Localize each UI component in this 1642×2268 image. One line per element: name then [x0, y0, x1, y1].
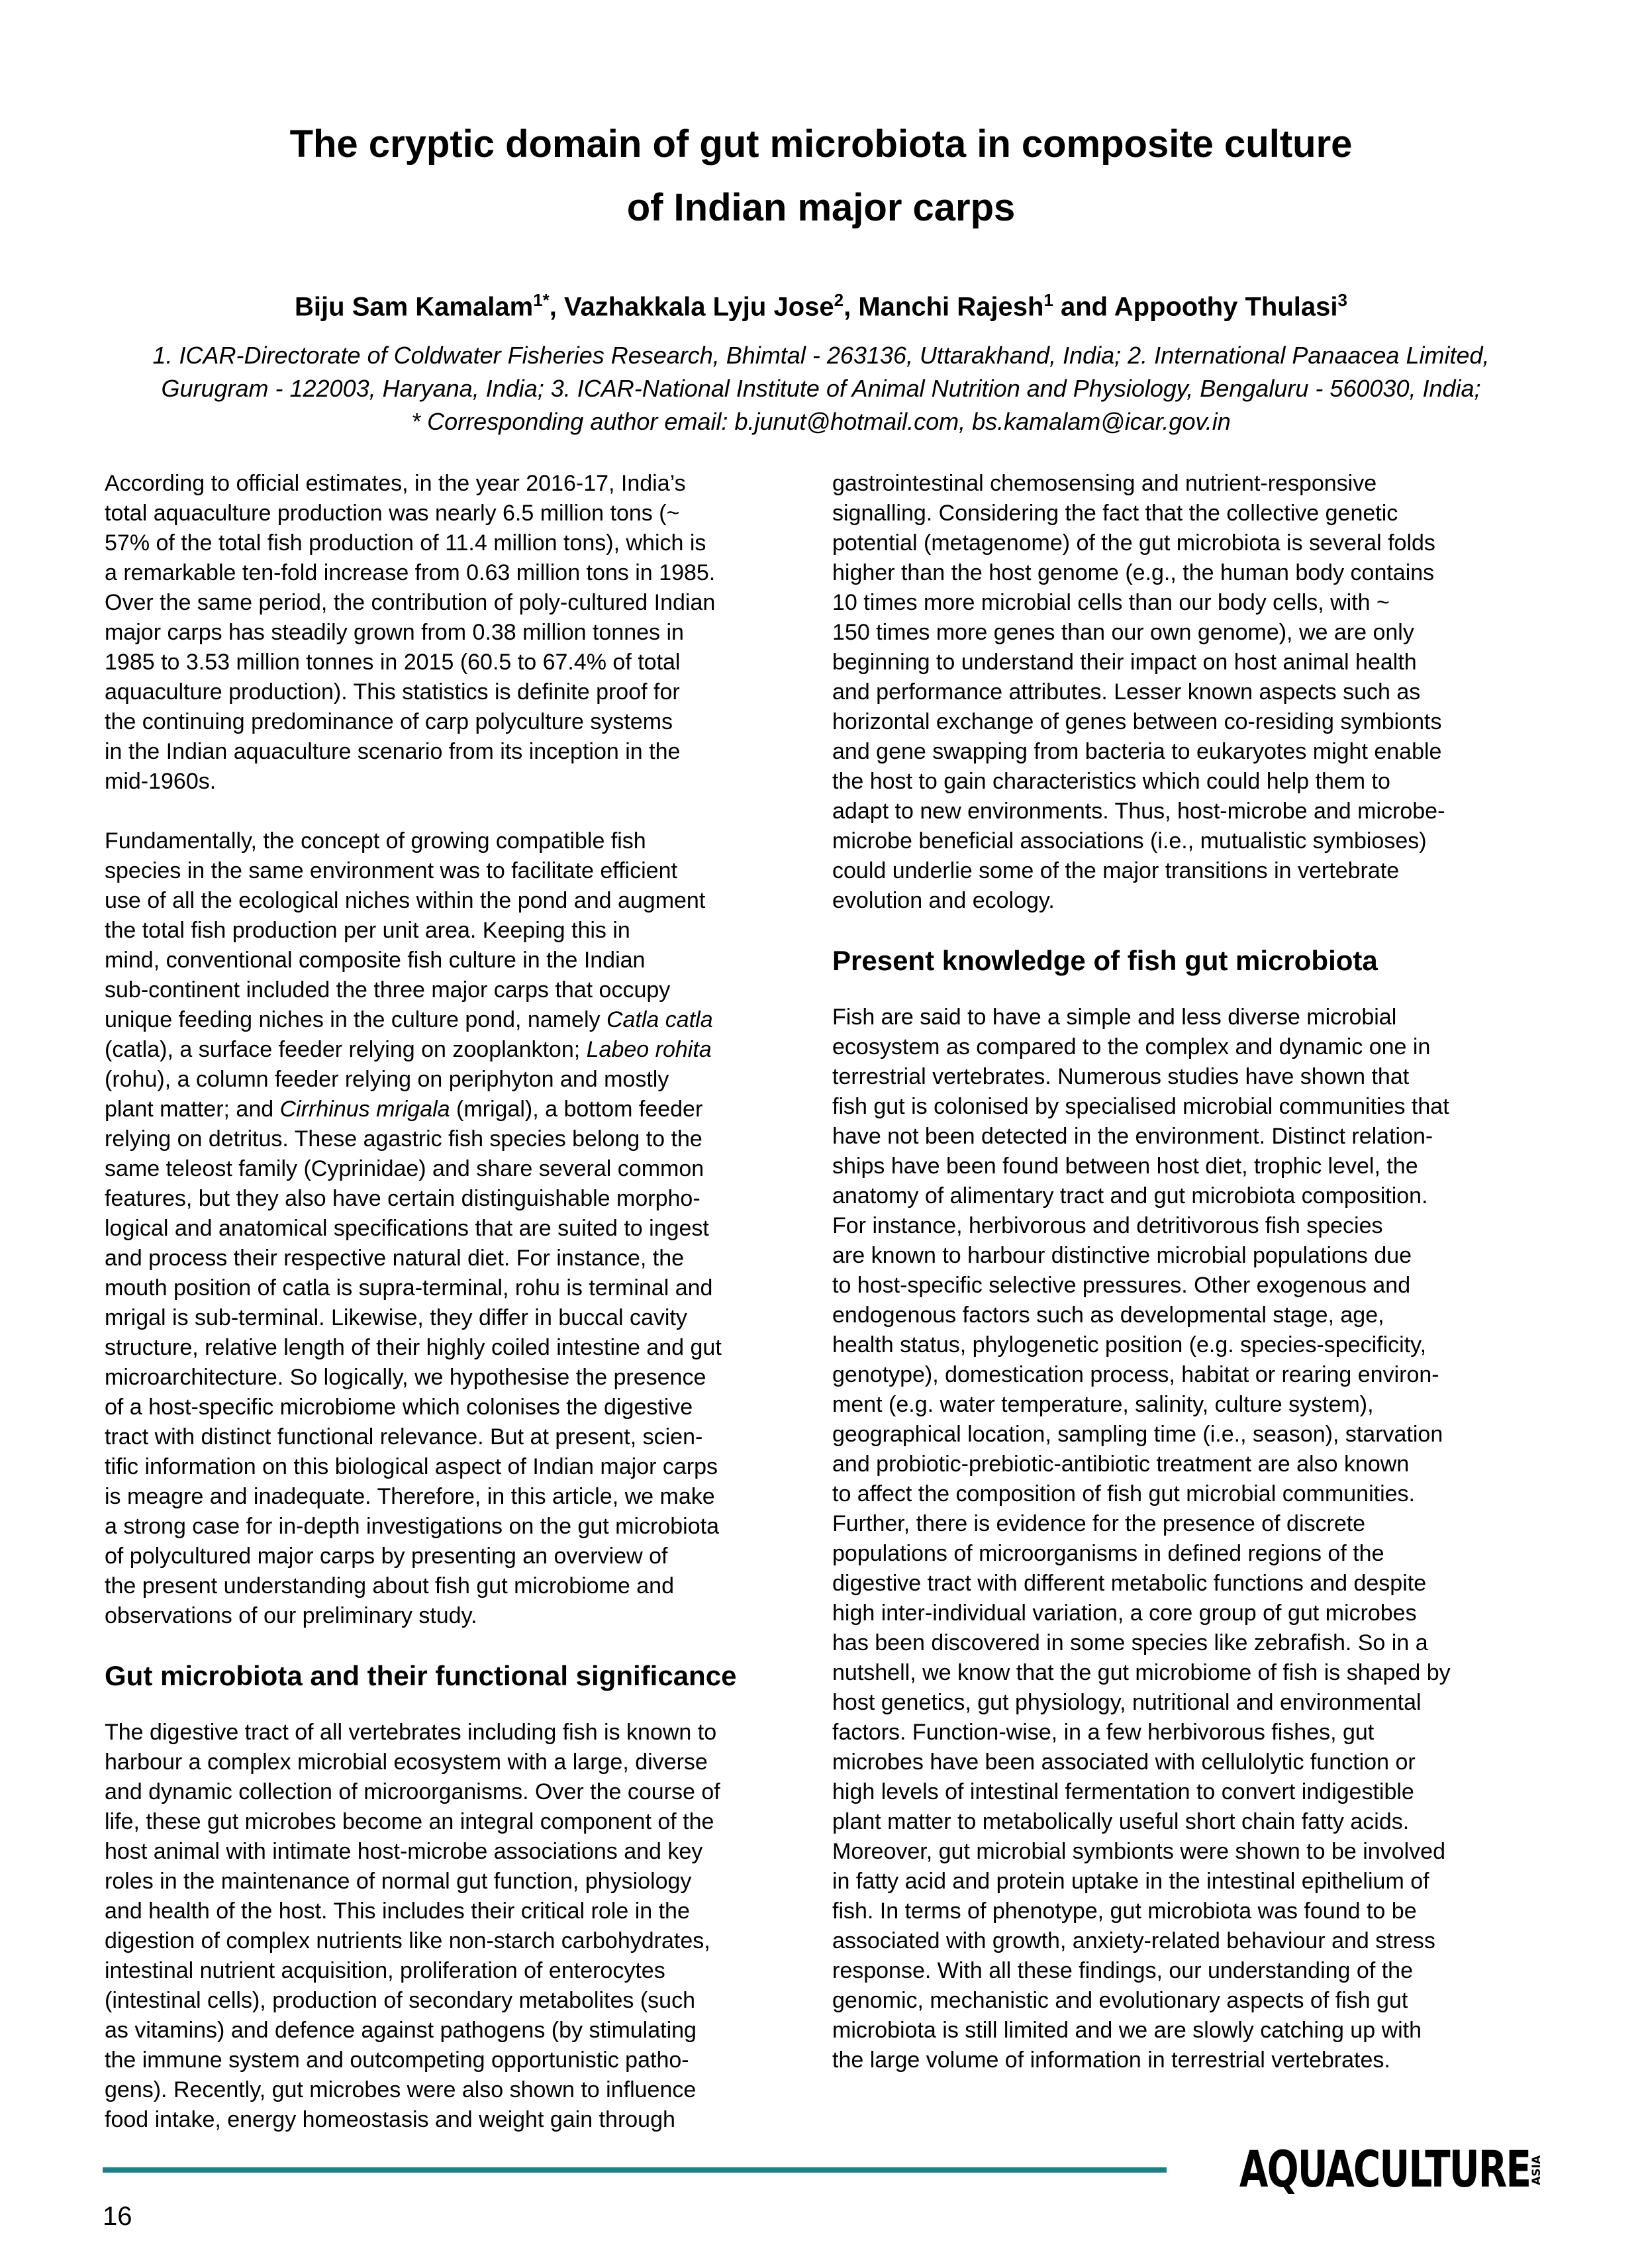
- affiliations-block: 1. ICAR-Directorate of Coldwater Fisheries Research, Bhimtal - 263136, Uttarakhand, India; 2. International Panaacea Limited, Gurugram - 122003, Haryana, India; 3. ICAR-National Institute of Animal Nutrition and Physiology, Bengaluru - 560030, India; * Corresponding author email: b.junut@hotmail.com, bs.kamalam@icar.gov.in: [152, 342, 1490, 436]
- page-footer: [103, 2141, 1543, 2232]
- journal-logo-asia-label: ASIA: [1530, 2155, 1543, 2185]
- left-column: [105, 469, 810, 2165]
- body-columns: [105, 469, 1537, 2165]
- page-number: 16: [103, 2202, 132, 2231]
- journal-logo-text: AQUACULTURE: [1239, 2141, 1530, 2199]
- page-title: The cryptic domain of gut microbiota in composite culture of Indian major carps: [289, 123, 1353, 229]
- body-paragraph: Fundamentally, the concept of growing compatible fish species in the same environment was to facilitate efficient use of all the ecological niches within the pond and augment the total fish production per unit area. Keeping this in mind, conventional composite fish culture in the Indian sub-continent included the three major carps that occupy unique feeding niches in the culture pond, namely Catla catla (catla), a surface feeder relying on zooplankton; Labeo rohita (rohu), a column feeder relying on periphyton and mostly plant matter; and Cirrhinus mrigala (mrigal), a bottom feeder relying on detritus. These agastric fish species belong to the same teleost family (Cyprinidae) and share several common features, but they also have certain distinguishable morpho- logical and anatomical specifications that are suited to ingest and process their respective natural diet. For instance, the mouth position of catla is supra-terminal, rohu is terminal and mrigal is sub-terminal. Likewise, they differ in buccal cavity structure, relative length of their highly coiled intestine and gut microarchitecture. So logically, we hypothesise the presence of a host-specific microbiome which colonises the digestive tract with distinct functional relevance. But at present, scien- tific information on this biological aspect of Indian major carps is meagre and inadequate. Therefore, in this article, we make a strong case for in-depth investigations on the gut microbiota of polycultured major carps by presenting an overview of the present understanding about fish gut microbiome and observations of our preliminary study.: [105, 828, 722, 1629]
- journal-logo: [1200, 2141, 1543, 2199]
- body-paragraph: According to official estimates, in the year 2016-17, India’s total aquaculture production was nearly 6.5 million tons (~ 57% of the total fish production of 11.4 million tons), which is a remarkable ten-fold increase from 0.63 million tons in 1985. Over the same period, the contribution of poly-cultured Indian major carps has steadily grown from 0.38 million tonnes in 1985 to 3.53 million tonnes in 2015 (60.5 to 67.4% of total aquaculture production). This statistics is definite proof for the continuing predominance of carp polyculture systems in the Indian aquaculture scenario from its inception in the mid-1960s.: [105, 471, 716, 795]
- authors-line: Biju Sam Kamalam$^{1*}$, Vazhakkala Lyju Jose$^2$, Manchi Rajesh$^1$ and Appoothy Thulasi$^3$: [295, 290, 1347, 322]
- footer-rule: [103, 2167, 1167, 2173]
- body-paragraph: gastrointestinal chemosensing and nutrient-responsive signalling. Considering the fact that the collective genetic potential (metagenome) of the gut microbiota is several folds higher than the host genome (e.g., the human body contains 10 times more microbial cells than our body cells, with ~ 150 times more genes than our own genome), we are only beginning to understand their impact on host animal health and performance attributes. Lesser known aspects such as horizontal exchange of genes between co-residing symbionts and gene swapping from bacteria to eukaryotes might enable the host to gain characteristics which could help them to adapt to new environments. Thus, host-microbe and microbe- microbe beneficial associations (i.e., mutualistic symbioses) could underlie some of the major transitions in vertebrate evolution and ecology.: [832, 471, 1445, 914]
- section-heading: Present knowledge of fish gut microbiota: [832, 945, 1378, 977]
- body-paragraph: Fish are said to have a simple and less diverse microbial ecosystem as compared to the complex and dynamic one in terrestrial vertebrates. Numerous studies have shown that fish gut is colonised by specialised microbial communities that have not been detected in the environment. Distinct relation- ships have been found between host diet, trophic level, the anatomy of alimentary tract and gut microbiota composition. For instance, herbivorous and detritivorous fish species are known to harbour distinctive microbial populations due to host-specific selective pressures. Other exogenous and endogenous factors such as developmental stage, age, health status, phylogenetic position (e.g. species-specificity, genotype), domestication process, habitat or rearing environ- ment (e.g. water temperature, salinity, culture system), geographical location, sampling time (i.e., season), starvation and probiotic-prebiotic-antibiotic treatment are also known to affect the composition of fish gut microbial communities. Further, there is evidence for the presence of discrete populations of microorganisms in defined regions of the digestive tract with different metabolic functions and despite high inter-individual variation, a core group of gut microbes has been discovered in some species like zebrafish. So in a nutshell, we know that the gut microbiome of fish is shaped by host genetics, gut physiology, nutritional and environmental factors. Function-wise, in a few herbivorous fishes, gut microbes have been associated with cellulolytic function or high levels of intestinal fermentation to convert indigestible plant matter to metabolically useful short chain fatty acids. Moreover, gut microbial symbionts were shown to be involved in fatty acid and protein uptake in the intestinal epithelium of fish. In terms of phenotype, gut microbiota was found to be associated with growth, anxiety-related behaviour and stress response. With all these findings, our understanding of the genomic, mechanistic and evolutionary aspects of fish gut microbiota is still limited and we are slowly catching up with the large volume of information in terrestrial vertebrates.: [832, 1005, 1451, 2073]
- body-paragraph: The digestive tract of all vertebrates including fish is known to harbour a complex microbial ecosystem with a large, diverse and dynamic collection of microorganisms. Over the course of life, these gut microbes become an integral component of the host animal with intimate host-microbe associations and key roles in the maintenance of normal gut function, physiology and health of the host. This includes their critical role in the digestion of complex nutrients like non-starch carbohydrates, intestinal nutrient acquisition, proliferation of enterocytes (intestinal cells), production of secondary metabolites (such as vitamins) and defence against pathogens (by stimulating the immune system and outcompeting opportunistic patho- gens). Recently, gut microbes were also shown to influence food intake, energy homeostasis and weight gain through: [105, 1720, 720, 2133]
- section-heading: Gut microbiota and their functional significance: [105, 1660, 737, 1692]
- right-column: [832, 469, 1537, 2165]
